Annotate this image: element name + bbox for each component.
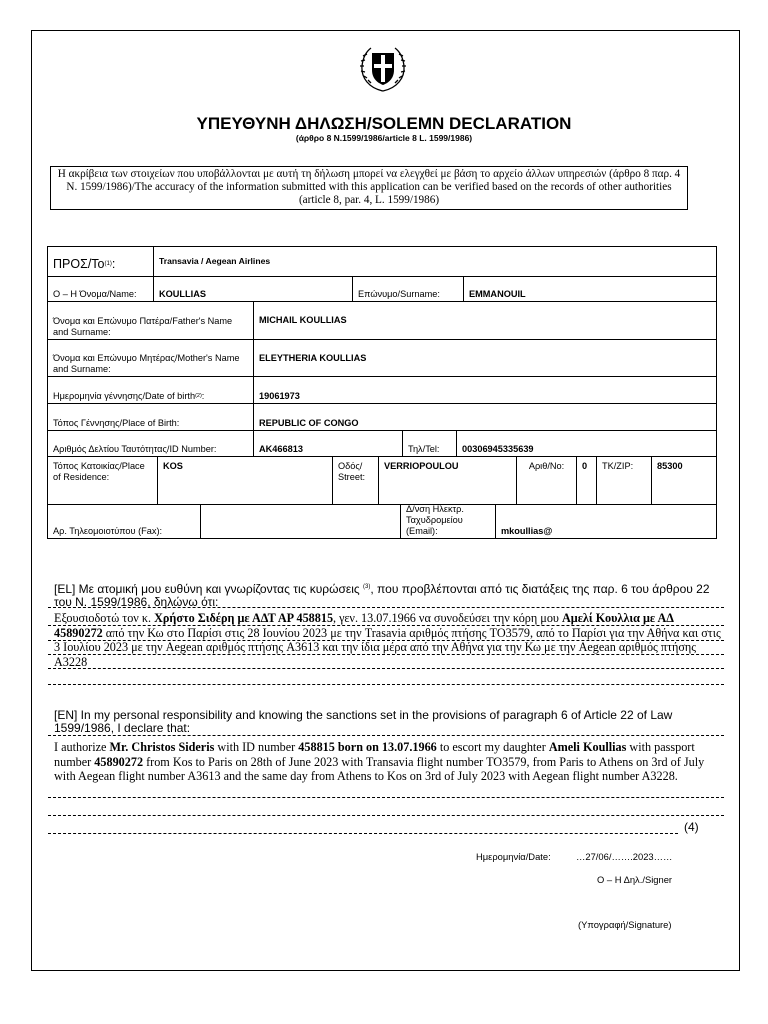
father-label: Όνομα και Επώνυμο Πατέρα/Father's Name and Surname: xyxy=(47,301,254,340)
residence-label: Τόπος Κατοικίας/Place of Residence: xyxy=(47,456,158,505)
dashed-line xyxy=(48,815,724,816)
dob-label: Ημερομηνία γέννησης/Date of birth (2) : xyxy=(47,376,254,404)
page-title: ΥΠΕΥΘΥΝΗ ΔΗΛΩΣΗ/SOLEMN DECLARATION xyxy=(196,114,572,133)
surname-value[interactable]: EMMANOUIL xyxy=(463,276,717,302)
zip-label: TK/ZIP: xyxy=(596,456,652,505)
dashed-line xyxy=(48,625,724,626)
date-label: Ημερομηνία/Date: xyxy=(476,851,551,862)
fax-value[interactable] xyxy=(200,504,401,539)
mother-value[interactable]: ELEYTHERIA KOULLIAS xyxy=(253,339,717,377)
tel-label: Τηλ/Tel: xyxy=(402,430,457,457)
to-label: ΠΡΟΣ/To (1) : xyxy=(47,246,154,277)
pob-value[interactable]: REPUBLIC OF CONGO xyxy=(253,403,717,431)
to-value[interactable]: Transavia / Aegean Airlines xyxy=(153,246,717,277)
declaration-el-intro: [EL] Με ατομική μου ευθύνη και γνωρίζοντας τις κυρώσεις $^{(3)}$, που προβλέπονται από τις διατάξεις της παρ. 6 του άρθρου 22 του Ν. 1599/1986, δηλώνω ότι: xyxy=(54,582,710,609)
zip-value[interactable]: 85300 xyxy=(651,456,717,505)
street-label: Οδός/ Street: xyxy=(332,456,379,505)
dashed-line xyxy=(48,640,724,641)
id-label: Αριθμός Δελτίου Ταυτότητας/ID Number: xyxy=(47,430,254,457)
id-value[interactable]: AK466813 xyxy=(253,430,403,457)
greek-coat-of-arms-icon xyxy=(357,44,409,94)
residence-value[interactable]: KOS xyxy=(157,456,333,505)
number-label: Αριθ/No: xyxy=(516,456,577,505)
father-value[interactable]: MICHAIL KOULLIAS xyxy=(253,301,717,340)
pob-label: Τόπος Γέννησης/Place of Birth: xyxy=(47,403,254,431)
email-label: Δ/νση Ηλεκτρ. Ταχυδρομείου (Email): xyxy=(400,504,496,539)
name-label: Ο – Η Όνομα/Name: xyxy=(47,276,154,302)
surname-label: Επώνυμο/Surname: xyxy=(352,276,464,302)
signature-label: (Υπογραφή/Signature) xyxy=(578,919,672,930)
number-value[interactable]: 0 xyxy=(576,456,597,505)
dashed-line xyxy=(48,654,724,655)
dashed-line xyxy=(48,668,724,669)
mother-label: Όνομα και Επώνυμο Μητέρας/Mother's Name and Surname: xyxy=(47,339,254,377)
dob-value[interactable]: 19061973 xyxy=(253,376,717,404)
name-value[interactable]: KOULLIAS xyxy=(153,276,353,302)
date-value[interactable]: …27/06/…….2023…… xyxy=(576,851,673,862)
dashed-line xyxy=(48,607,724,608)
dashed-line xyxy=(48,797,724,798)
tel-value[interactable]: 00306945335639 xyxy=(456,430,717,457)
declaration-el-text: Εξουσιοδοτώ τον κ. Χρήστο Σιδέρη με ΑΔΤ ΑΡ 458815, γεν. 13.07.1966 να συνοδεύσει την κόρη μου Αμελί Κουλλια με ΑΔ 45890272 από την Κω στο Παρίσι στις 28 Ιουνίου 2023 με την Trasavia αριθμός πτήσης TO3579, από το Παρίσι για την Αθήνα και στις 3 Ιουλίου 2023 με την Aegean αριθμός πτήσης A3613 και την ίδια μέρα από την Αθήνα για την Κω με την Aegean αριθμός πτήσης A3228 xyxy=(54,611,721,669)
signer-label: Ο – Η Δηλ./Signer xyxy=(597,874,673,885)
declaration-en-intro: [EN] In my personal responsibility and knowing the sanctions set in the provisions of paragraph 6 of Article 22 of Law 1599/1986, I declare that: xyxy=(54,708,673,735)
declaration-en-text: I authorize Mr. Christos Sideris with ID number 458815 born on 13.07.1966 to escort my daughter Ameli Koullias with passport number 45890272 from Kos to Paris on 28th of June 2023 with Transavia flight number TO3579, from Paris to Athens on 3rd of July with Aegean flight number A3613 and the same day from Athens to Kos on 3rd of July 2023 with Aegean flight number A3228. xyxy=(54,740,705,784)
email-value[interactable]: mkoullias@ xyxy=(495,504,717,539)
street-value[interactable]: VERRIOPOULOU xyxy=(378,456,517,505)
dashed-line xyxy=(48,735,724,736)
page-subtitle: (άρθρο 8 Ν.1599/1986/article 8 L. 1599/1986) xyxy=(295,133,473,143)
dashed-line xyxy=(48,833,678,834)
fax-label: Αρ. Τηλεομοιοτύπου (Fax): xyxy=(47,504,201,539)
dashed-line xyxy=(48,684,724,685)
note-marker: (4) xyxy=(684,820,699,834)
accuracy-note: Η ακρίβεια των στοιχείων που υποβάλλονται με αυτή τη δήλωση μπορεί να ελεγχθεί με βάση το αρχείο άλλων υπηρεσιών (άρθρο 8 παρ. 4 Ν. 1599/1986)/The accuracy of the information submitted with this application can be verified based on the records of other authorities (article 8, par. 4, L. 1599/1986) xyxy=(50,166,688,210)
